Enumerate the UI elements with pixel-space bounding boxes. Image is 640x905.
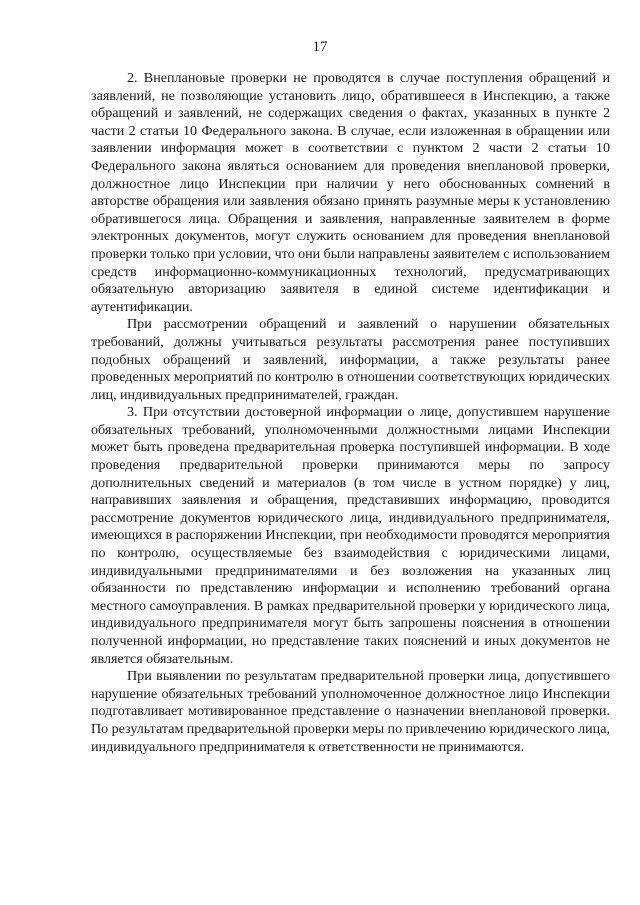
page-number: 17	[312, 39, 328, 55]
paragraph-check-results: При выявлении по результатам предварительной проверки лица, допустившего нарушение обязательных требований уполномоченное должностное лицо Инспекции подготавливает мотивированное представление о назначении внеплановой проверки. По результатам предварительной проверки меры по привлечению юридического лица, индивидуального предпринимателя к ответственности не принимаются.	[91, 668, 610, 755]
document-body	[91, 70, 610, 756]
paragraph-review-of-appeals: При рассмотрении обращений и заявлений о нарушении обязательных требований, должны учитываться результаты рассмотрения ранее поступивших подобных обращений и заявлений, информации, а также результаты ранее проведенных мероприятий по контролю в отношении соответствующих юридических лиц, индивидуальных предпринимателей, граждан.	[91, 316, 610, 403]
paragraph-preliminary-check: 3. При отсутствии достоверной информации о лице, допустившем нарушение обязательных требований, уполномоченными должностными лицами Инспекции может быть проведена предварительная проверка поступившей информации. В ходе проведения предварительной проверки принимаются меры по запросу дополнительных сведений и материалов (в том числе в устном порядке) у лиц, направивших заявления и обращения, представивших информацию, проводится рассмотрение документов юридического лица, индивидуального предпринимателя, имеющихся в распоряжении Инспекции, при необходимости проводятся мероприятия по контролю, осуществляемые без взаимодействия с юридическими лицами, индивидуальными предпринимателями и без возложения на указанных лиц обязанности по представлению информации и исполнению требований органа местного самоуправления. В рамках предварительной проверки у юридического лица, индивидуального предпринимателя могут быть запрошены пояснения в отношении полученной информации, но представление таких пояснений и иных документов не является обязательным.	[91, 404, 610, 667]
paragraph-unscheduled-inspections: 2. Внеплановые проверки не проводятся в случае поступления обращений и заявлений, не позволяющие установить лицо, обратившееся в Инспекцию, а также обращений и заявлений, не содержащих сведения о фактах, указанных в пункте 2 части 2 статьи 10 Федерального закона. В случае, если изложенная в обращении или заявлении информация может в соответствии с пунктом 2 части 2 статьи 10 Федерального закона являться основанием для проведения внеплановой проверки, должностное лицо Инспекции при наличии у него обоснованных сомнений в авторстве обращения или заявления обязано принять разумные меры к установлению обратившегося лица. Обращения и заявления, направленные заявителем в форме электронных документов, могут служить основанием для проведения внеплановой проверки только при условии, что они были направлены заявителем с использованием средств информационно-коммуникационных технологий, предусматривающих обязательную авторизацию заявителя в единой системе идентификации и аутентификации.	[91, 70, 610, 315]
